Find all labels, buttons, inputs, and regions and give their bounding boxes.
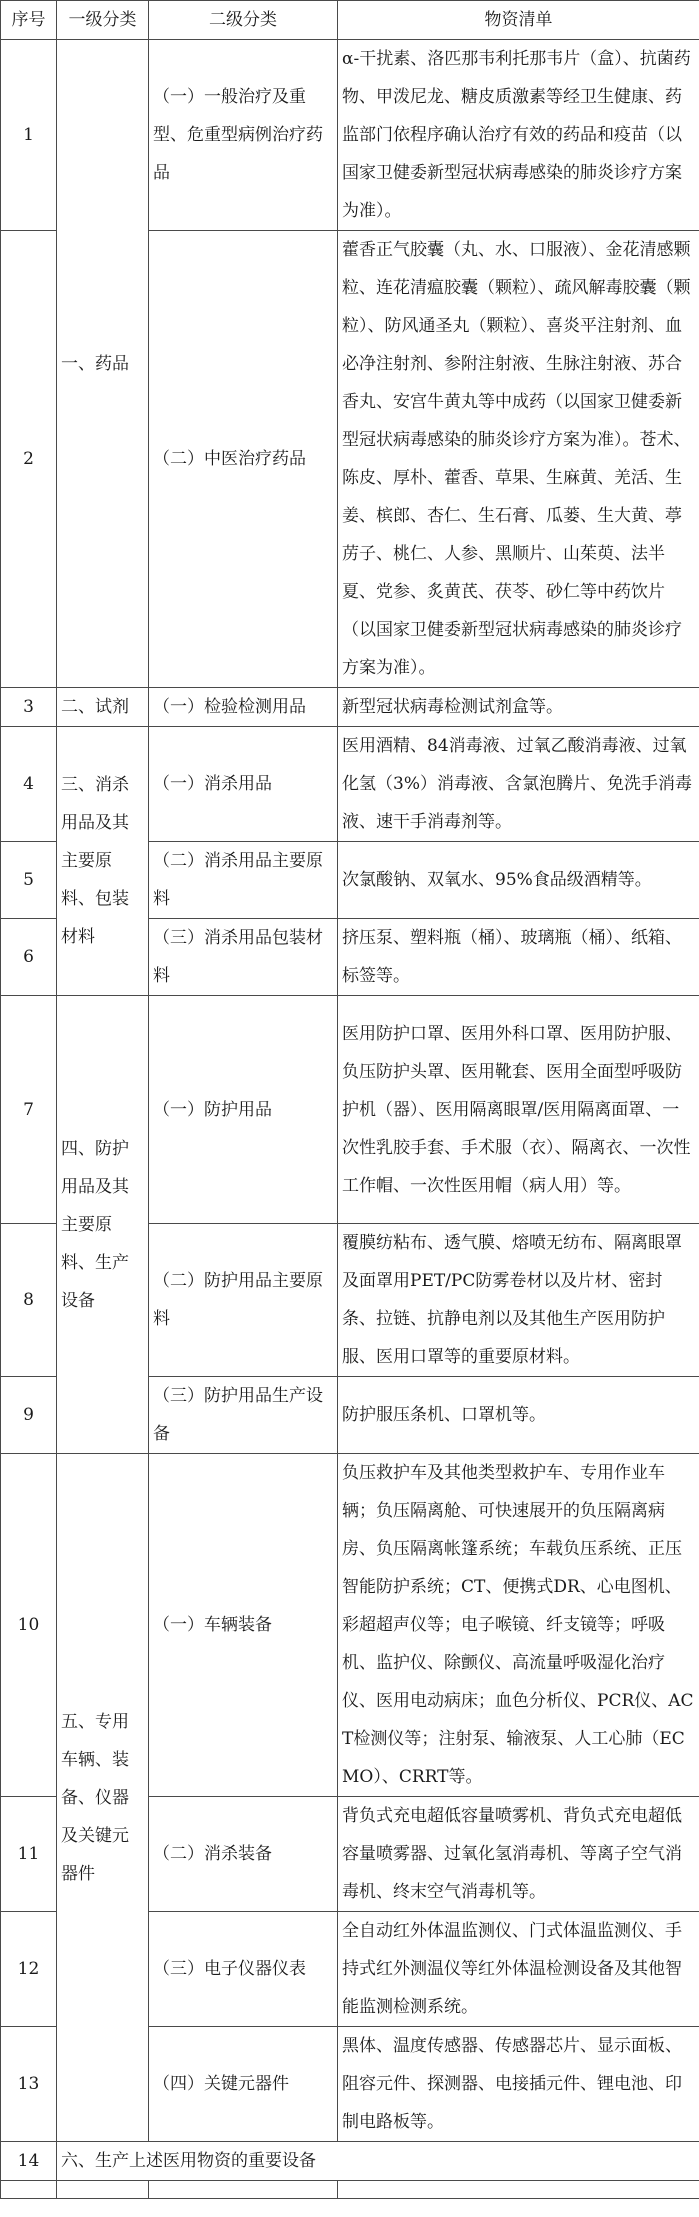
tail-cell	[57, 2181, 149, 2199]
tail-cell	[1, 2181, 57, 2199]
item-list: 全自动红外体温监测仪、门式体温监测仪、手持式红外测温仪等红外体温检测设备及其他智能监测检测系统。	[338, 1912, 699, 2027]
tail-cell	[338, 2181, 699, 2199]
subcategory: （二）消杀装备	[149, 1797, 338, 1912]
table-row	[1, 996, 699, 1224]
item-list: 医用酒精、84消毒液、过氧乙酸消毒液、过氧化氢（3%）消毒液、含氯泡腾片、免洗手消毒液、速干手消毒剂等。	[338, 727, 699, 842]
item-list: 黑体、温度传感器、传感器芯片、显示面板、阻容元件、探测器、电接插元件、锂电池、印制电路板等。	[338, 2027, 699, 2142]
subcategory: （一）消杀用品	[149, 727, 338, 842]
subcategory: （三）消杀用品包装材料	[149, 919, 338, 996]
item-list: 覆膜纺粘布、透气膜、熔喷无纺布、隔离眼罩及面罩用PET/PC防雾卷材以及片材、密封条、拉链、抗静电剂以及其他生产医用防护服、医用口罩等的重要原材料。	[338, 1224, 699, 1377]
table-row	[1, 688, 699, 727]
row-number: 14	[1, 2142, 57, 2181]
row-number: 10	[1, 1454, 57, 1797]
subcategory: （四）关键元器件	[149, 2027, 338, 2142]
category-drugs: 一、药品	[57, 40, 149, 688]
item-list: 挤压泵、塑料瓶（桶）、玻璃瓶（桶）、纸箱、标签等。	[338, 919, 699, 996]
item-list: 藿香正气胶囊（丸、水、口服液）、金花清感颗粒、连花清瘟胶囊（颗粒）、疏风解毒胶囊（颗粒）、防风通圣丸（颗粒）、喜炎平注射剂、血必净注射剂、参附注射液、生脉注射液、苏合香丸、安宫牛黄丸等中成药（以国家卫健委新型冠状病毒感染的肺炎诊疗方案为准）。苍术、陈皮、厚朴、藿香、草果、生麻黄、羌活、生姜、槟郎、杏仁、生石膏、瓜蒌、生大黄、葶苈子、桃仁、人参、黑顺片、山茱萸、法半夏、党参、炙黄芪、茯苓、砂仁等中药饮片（以国家卫健委新型冠状病毒感染的肺炎诊疗方案为准）。	[338, 231, 699, 688]
row-number: 12	[1, 1912, 57, 2027]
subcategory: （二）防护用品主要原料	[149, 1224, 338, 1377]
table-tail-row	[1, 2181, 699, 2199]
subcategory: （一）防护用品	[149, 996, 338, 1224]
row-number: 2	[1, 231, 57, 688]
row-number: 11	[1, 1797, 57, 1912]
subcategory: （一）车辆装备	[149, 1454, 338, 1797]
header-subcategory: 二级分类	[149, 1, 338, 40]
category-equipment: 六、生产上述医用物资的重要设备	[57, 2142, 699, 2181]
subcategory: （二）消杀用品主要原料	[149, 842, 338, 919]
item-list: 背负式充电超低容量喷雾机、背负式充电超低容量喷雾器、过氧化氢消毒机、等离子空气消毒机、终末空气消毒机等。	[338, 1797, 699, 1912]
row-number: 7	[1, 996, 57, 1224]
header-no: 序号	[1, 1, 57, 40]
tail-cell	[149, 2181, 338, 2199]
row-number: 4	[1, 727, 57, 842]
row-number: 6	[1, 919, 57, 996]
header-row	[1, 1, 699, 40]
item-list: 负压救护车及其他类型救护车、专用作业车辆；负压隔离舱、可快速展开的负压隔离病房、负压隔离帐篷系统；车载负压系统、正压智能防护系统；CT、便携式DR、心电图机、彩超超声仪等；电子喉镜、纤支镜等；呼吸机、监护仪、除颤仪、高流量呼吸湿化治疗仪、医用电动病床；血色分析仪、PCR仪、ACT检测仪等；注射泵、输液泵、人工心肺（ECMO）、CRRT等。	[338, 1454, 699, 1797]
subcategory: （二）中医治疗药品	[149, 231, 338, 688]
header-category: 一级分类	[57, 1, 149, 40]
table-row	[1, 1454, 699, 1797]
table-row	[1, 40, 699, 231]
subcategory: （三）防护用品生产设备	[149, 1377, 338, 1454]
subcategory: （三）电子仪器仪表	[149, 1912, 338, 2027]
subcategory: （一）检验检测用品	[149, 688, 338, 727]
row-number: 8	[1, 1224, 57, 1377]
item-list: 新型冠状病毒检测试剂盒等。	[338, 688, 699, 727]
item-list: 医用防护口罩、医用外科口罩、医用防护服、负压防护头罩、医用靴套、医用全面型呼吸防护机（器）、医用隔离眼罩/医用隔离面罩、一次性乳胶手套、手术服（衣）、隔离衣、一次性工作帽、一次性医用帽（病人用）等。	[338, 996, 699, 1224]
category-reagents: 二、试剂	[57, 688, 149, 727]
row-number: 1	[1, 40, 57, 231]
item-list: α-干扰素、洛匹那韦利托那韦片（盒）、抗菌药物、甲泼尼龙、糖皮质激素等经卫生健康、药监部门依程序确认治疗有效的药品和疫苗（以国家卫健委新型冠状病毒感染的肺炎诊疗方案为准）。	[338, 40, 699, 231]
row-number: 9	[1, 1377, 57, 1454]
row-number: 5	[1, 842, 57, 919]
row-number: 13	[1, 2027, 57, 2142]
category-disinfection: 三、消杀用品及其主要原料、包装材料	[57, 727, 149, 996]
item-list: 次氯酸钠、双氧水、95%食品级酒精等。	[338, 842, 699, 919]
category-protective: 四、防护用品及其主要原料、生产设备	[57, 996, 149, 1454]
category-vehicles: 五、专用车辆、装备、仪器及关键元器件	[57, 1454, 149, 2142]
table-row	[1, 727, 699, 842]
item-list: 防护服压条机、口罩机等。	[338, 1377, 699, 1454]
row-number: 3	[1, 688, 57, 727]
header-items: 物资清单	[338, 1, 699, 40]
table-row	[1, 2142, 699, 2181]
subcategory: （一）一般治疗及重型、危重型病例治疗药品	[149, 40, 338, 231]
